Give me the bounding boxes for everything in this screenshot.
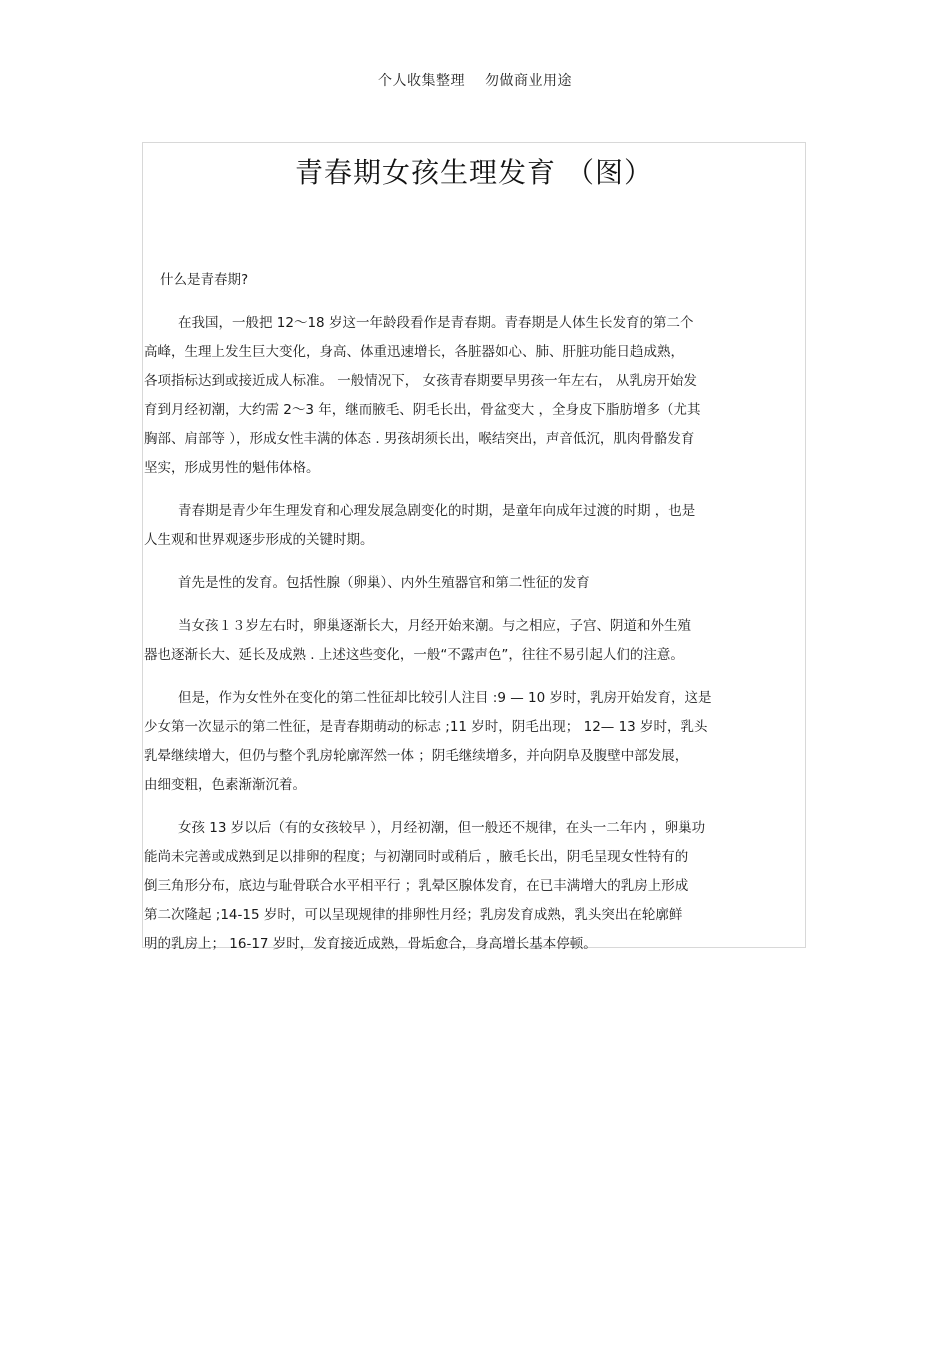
- paragraph-line: 各项指标达到或接近成人标准。 一般情况下， 女孩青春期要早男孩一年左右， 从乳房开始发: [144, 373, 697, 389]
- paragraph-line: 人生观和世界观逐步形成的关键时期。: [144, 532, 374, 548]
- document-body: [144, 266, 804, 973]
- paragraph-p5: [144, 684, 804, 800]
- header-left-text: 个人收集整理: [378, 73, 465, 89]
- paragraph-line: 坚实，形成男性的魁伟体格。: [144, 460, 320, 476]
- paragraph-line: 青春期是青少年生理发育和心理发展急剧变化的时期，是童年向成年过渡的时期 ，也是: [178, 503, 696, 519]
- paragraph-line: 能尚未完善或成熟到足以排卵的程度；与初潮同时或稍后 ，腋毛长出，阴毛呈现女性特有的: [144, 849, 689, 865]
- paragraph-line: 在我国，一般把 12～18 岁这一年龄段看作是青春期。青春期是人体生长发育的第二个: [178, 315, 694, 331]
- paragraph-line: 什么是青春期?: [160, 272, 249, 288]
- paragraph-line: 当女孩１３岁左右时，卵巢逐渐长大，月经开始来潮。与之相应，子宫、阴道和外生殖: [178, 618, 691, 634]
- paragraph-line: 由细变粗，色素渐渐沉着。: [144, 777, 306, 793]
- paragraph-p6: [144, 814, 804, 959]
- paragraph-line: 育到月经初潮，大约需 2～3 年，继而腋毛、阴毛长出，骨盆变大 ，全身皮下脂肪增多（尤其: [144, 402, 701, 418]
- paragraph-line: 少女第一次显示的第二性征，是青春期萌动的标志 ;11 岁时，阴毛出现； 12— 13 岁时，乳头: [144, 719, 708, 735]
- page-header: [0, 70, 950, 90]
- paragraph-line: 高峰，生理上发生巨大变化，身高、体重迅速增长，各脏器如心、肺、肝脏功能日趋成熟，: [144, 344, 684, 360]
- paragraph-line: 器也逐渐长大、延长及成熟 . 上述这些变化，一般“不露声色”，往往不易引起人们的注意。: [144, 647, 684, 663]
- header-right-text: 勿做商业用途: [485, 73, 572, 89]
- paragraph-line: 第二次隆起 ;14-15 岁时，可以呈现规律的排卵性月经；乳房发育成熟，乳头突出在轮廓鲜: [144, 907, 683, 923]
- paragraph-question: [144, 266, 804, 295]
- paragraph-line: 首先是性的发育。包括性腺（卵巢）、内外生殖器官和第二性征的发育: [178, 575, 590, 591]
- paragraph-line: 但是，作为女性外在变化的第二性征却比较引人注目 :9 — 10 岁时，乳房开始发育，这是: [178, 690, 712, 706]
- paragraph-p2: [144, 497, 804, 555]
- paragraph-line: 倒三角形分布，底边与耻骨联合水平相平行 ；乳晕区腺体发育，在已丰满增大的乳房上形成: [144, 878, 689, 894]
- paragraph-line: 女孩 13 岁以后（有的女孩较早 ），月经初潮，但一般还不规律，在头一二年内 ，卵巢功: [178, 820, 706, 836]
- paragraph-line: 胸部、肩部等 ），形成女性丰满的体态 . 男孩胡须长出，喉结突出，声音低沉，肌肉骨骼发育: [144, 431, 695, 447]
- paragraph-p3: [144, 569, 804, 598]
- paragraph-line: 乳晕继续增大，但仍与整个乳房轮廓浑然一体 ；阴毛继续增多，并向阴阜及腹壁中部发展，: [144, 748, 689, 764]
- document-title: 青春期女孩生理发育 （图）: [295, 156, 653, 189]
- paragraph-p4: [144, 612, 804, 670]
- paragraph-p1: [144, 309, 804, 483]
- paragraph-line: 明的乳房上； 16-17 岁时，发育接近成熟，骨垢愈合，身高增长基本停顿。: [144, 936, 597, 952]
